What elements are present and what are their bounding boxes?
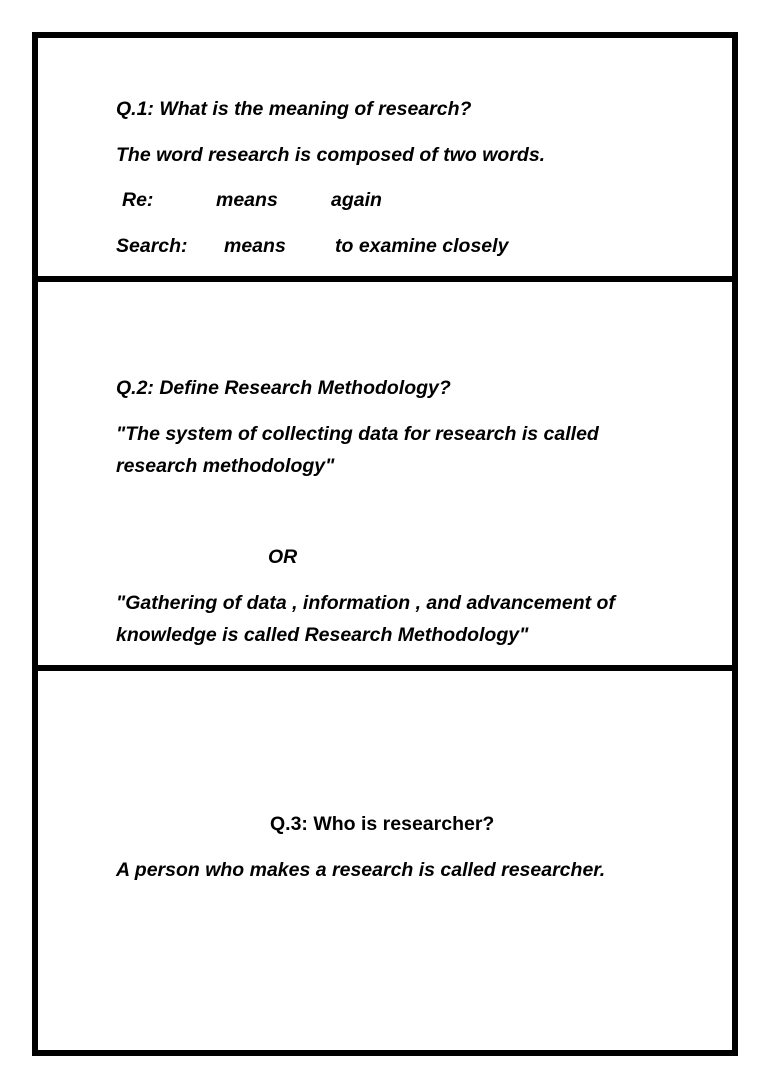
search-means: means <box>224 235 286 257</box>
section-divider <box>38 276 732 282</box>
q1-question: Q.1: What is the meaning of research? <box>116 98 472 120</box>
q2-or-separator: OR <box>268 546 298 568</box>
q2-question: Q.2: Define Research Methodology? <box>116 377 451 399</box>
page-frame <box>32 32 738 1056</box>
q2-definition-1-line-1: "The system of collecting data for research is called <box>116 423 599 445</box>
q2-definition-1-line-2: research methodology" <box>116 455 335 477</box>
q1-row-search <box>38 234 732 258</box>
search-term: Search: <box>116 235 188 257</box>
q3-answer: A person who makes a research is called researcher. <box>116 859 606 881</box>
re-definition: again <box>331 189 382 211</box>
q1-row-re <box>38 188 732 212</box>
q2-definition-2-line-1: "Gathering of data , information , and advancement of <box>116 592 615 614</box>
q2-definition-2-line-2: knowledge is called Research Methodology" <box>116 624 529 646</box>
section-divider <box>38 665 732 671</box>
q3-question: Q.3: Who is researcher? <box>270 813 495 835</box>
re-term: Re: <box>122 189 154 211</box>
q1-intro: The word research is composed of two words. <box>116 144 546 166</box>
search-definition: to examine closely <box>335 235 509 257</box>
re-means: means <box>216 189 278 211</box>
